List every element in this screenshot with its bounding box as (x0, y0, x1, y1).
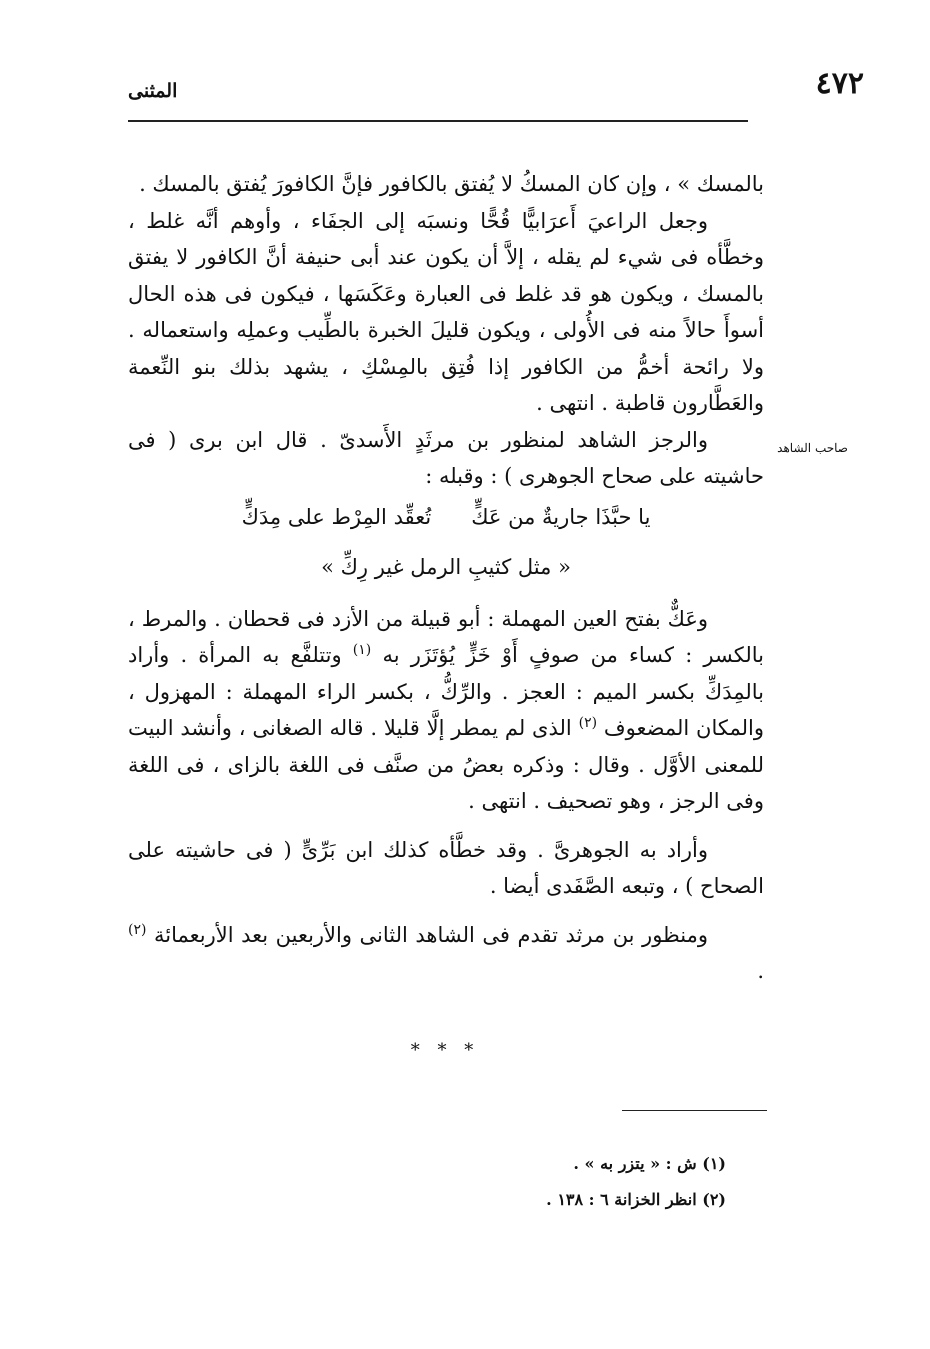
main-text (128, 166, 764, 990)
paragraph-4-part-3: الذى لم يمطر إلَّا قليلا . قاله الصغانى ، وأنشد البيت للمعنى الأوَّل . وقال : وذكره بعضُ من صنَّف فى اللغة بالزاى ، فى اللغة وفى الرجز ، وهو تصحيف . انتهى . (128, 716, 764, 813)
paragraph-6-end: . (757, 959, 764, 983)
paragraph-1: بالمسك » ، وإن كان المسكُ لا يُفتق بالكافور فإنَّ الكافورَ يُفتق بالمسك . (139, 172, 764, 196)
paragraph-3: والرجز الشاهد لمنظور بن مرثَدٍ الأَسدىّ . قال ابن برى ( فى حاشيته على صحاح الجوهرى ) : وقبله : (128, 427, 764, 488)
header-rule (128, 120, 748, 122)
footnotes (440, 1146, 726, 1218)
footnote-marker-1: (١) (352, 642, 372, 658)
running-title: المثنى (128, 80, 178, 102)
verse-line-2: « مثل كثيبِ الرمل غير رِكِّ » (321, 554, 571, 579)
page-number: ٤٧٢ (815, 66, 864, 101)
verse-line-1 (128, 499, 764, 535)
verse-hemistich-2: تُعقِّد المِرْط على مِدَكٍّ (241, 504, 432, 529)
paragraph-6-text: ومنظور بن مرثد تقدم فى الشاهد الثانى والأربعين بعد الأربعمائة (154, 922, 708, 947)
verse-hemistich-1: يا حبَّذَا جاريةٌ من عَكٍّ (471, 504, 651, 529)
paragraph-4-part-2: وتتلفَّع به المرأة . وأراد بالمِدَكِّ بكسر الميم : العجز . والرِّكُّ ، بكسر الراء المهملة : المهزول ، والمكان المضعوف (128, 643, 764, 740)
footnote-1: (١) ش : « يتزر به » . (573, 1154, 726, 1173)
page-header (128, 66, 864, 116)
margin-note: صاحب الشاهد (777, 441, 848, 455)
footnote-2: (٢) انظر الخزانة ٦ : ١٣٨ . (546, 1190, 726, 1209)
footnote-marker-2: (٢) (578, 715, 598, 731)
section-ornament: * * * (410, 1040, 480, 1061)
footnote-marker-3: (٢) (128, 921, 147, 938)
paragraph-4-part-1: وعَكٌّ بفتح العين المهملة : أبو قبيلة من الأزد فى قحطان . والمرط ، بالكسر : كساء من صوفٍ أَوْ خَزٍّ يُؤتَزَر به (128, 606, 764, 667)
paragraph-5: وأراد به الجوهرىَّ . وقد خطَّأه كذلك ابن بَرِّىٍّ ( فى حاشيته على الصحاح ) ، وتبعه الصَّفَدى أيضا . (128, 837, 764, 898)
paragraph-2: وجعل الراعيَ أَعرَابيًّا قُحًّا ونسبَه إلى الجفَاء ، وأوهم أنَّه غلط ، وخطَّأه فى شيء لم يقله ، إلاَّ أن يكون عند أبى حنيفة أنَّ الكافور لا يفتق بالمسك ، ويكون هو قد غلط فى العبارة وعَكَسَها ، فيكون فى هذه الحال أسوأَ حالاً منه فى الأُولى ، ويكون قليلَ الخبرة بالطِّيب وعملِه واستعماله . ولا رائحة أخمُّ من الكافور إذا فُتِق بالمِسْكِ ، يشهد بذلك بنو النِّعمة والعَطَّارون قاطبة . انتهى . (128, 208, 764, 415)
paragraph-4 (128, 601, 764, 820)
paragraph-6 (128, 917, 764, 990)
footnote-rule (622, 1110, 767, 1111)
